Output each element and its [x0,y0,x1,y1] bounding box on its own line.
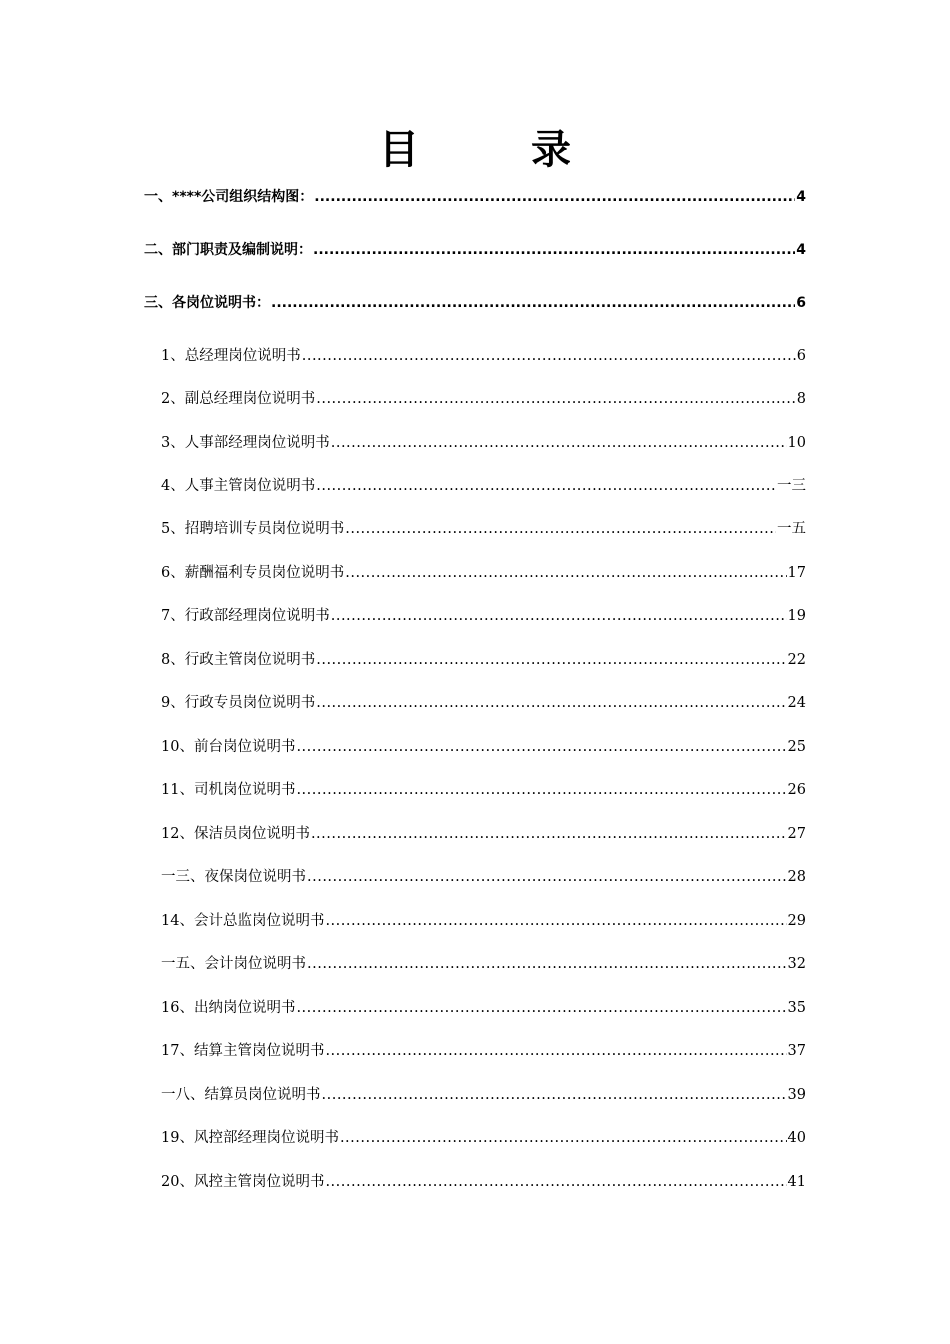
toc-entry-text: 一三、夜保岗位说明书 [161,869,306,885]
toc-entry[interactable] [161,1127,806,1149]
toc-dot-leader [296,997,786,1019]
toc-entry[interactable] [161,736,806,758]
toc-dot-leader [345,562,786,584]
toc-page-number: 25 [787,739,806,755]
page-title: 目 录 [379,127,607,173]
toc-entry-text: 1、总经理岗位说明书 [161,348,301,364]
toc-page-number: 8 [796,391,806,407]
toc-dot-leader [322,1084,787,1106]
toc-entry-job-descriptions[interactable] [144,292,806,314]
toc-dot-leader [307,866,787,888]
toc-page-number: 19 [787,608,806,624]
toc-dot-leader [311,823,787,845]
toc-entry[interactable] [161,910,806,932]
toc-page-number: 6 [796,295,806,311]
toc-dot-leader [331,605,787,627]
toc-dot-leader [302,345,796,367]
toc-entry-text: 9、行政专员岗位说明书 [161,695,316,711]
toc-page-number: 28 [787,869,806,885]
toc-entry-text: 一、****公司组织结构图： [144,189,314,205]
toc-dot-leader [340,1127,787,1149]
toc-dot-leader [316,388,796,410]
toc-entry-text: 11、司机岗位说明书 [161,782,296,798]
toc-entry-text: 20、风控主管岗位说明书 [161,1174,325,1190]
toc-dot-leader [313,239,795,261]
toc-page-number: 22 [787,652,806,668]
toc-entry-text: 3、人事部经理岗位说明书 [161,435,330,451]
toc-entry[interactable] [161,388,806,410]
toc-dot-leader [314,186,795,208]
toc-dot-leader [271,292,795,314]
toc-entry[interactable] [161,475,806,497]
toc-entry[interactable] [161,1040,806,1062]
toc-entry-text: 一五、会计岗位说明书 [161,956,306,972]
toc-entry-department-duties[interactable] [144,239,806,261]
toc-entry-text: 7、行政部经理岗位说明书 [161,608,330,624]
toc-entry-text: 二、部门职责及编制说明： [144,242,312,258]
toc-page-number: 4 [796,189,806,205]
toc-entry-text: 16、出纳岗位说明书 [161,1000,296,1016]
toc-entry-text: 6、薪酬福利专员岗位说明书 [161,565,345,581]
toc-entry-text: 8、行政主管岗位说明书 [161,652,316,668]
toc-dot-leader [296,779,786,801]
toc-entry[interactable] [161,432,806,454]
toc-page-number: 39 [787,1087,806,1103]
toc-page-number: 27 [787,826,806,842]
toc-entry-text: 2、副总经理岗位说明书 [161,391,316,407]
toc-dot-leader [307,953,787,975]
toc-dot-leader [325,910,786,932]
toc-page-number: 26 [787,782,806,798]
toc-page-number: 6 [796,348,806,364]
toc-dot-leader [316,475,776,497]
toc-entry-text: 17、结算主管岗位说明书 [161,1043,325,1059]
toc-entry-text: 14、会计总监岗位说明书 [161,913,325,929]
toc-page-number: 4 [796,242,806,258]
toc-page-number: 29 [787,913,806,929]
toc-entry-text: 19、风控部经理岗位说明书 [161,1130,339,1146]
toc-entry[interactable] [161,953,806,975]
toc-page-number: 35 [787,1000,806,1016]
toc-entry[interactable] [161,823,806,845]
toc-entry-text: 10、前台岗位说明书 [161,739,296,755]
toc-entry-text: 5、招聘培训专员岗位说明书 [161,521,345,537]
toc-entry-text: 12、保洁员岗位说明书 [161,826,310,842]
toc-entry-org-chart[interactable] [144,186,806,208]
toc-page-number: 32 [787,956,806,972]
toc-dot-leader [331,432,787,454]
toc-page-number: 41 [787,1174,806,1190]
toc-entry[interactable] [161,345,806,367]
toc-entry[interactable] [161,562,806,584]
toc-entry[interactable] [161,692,806,714]
toc-entry[interactable] [161,779,806,801]
toc-dot-leader [325,1040,786,1062]
toc-page-number: 10 [787,435,806,451]
toc-page-number: 17 [787,565,806,581]
toc-entry[interactable] [161,518,806,540]
toc-entry-text: 一八、结算员岗位说明书 [161,1087,321,1103]
toc-page-number: 40 [787,1130,806,1146]
toc-dot-leader [325,1171,786,1193]
toc-entry[interactable] [161,866,806,888]
toc-entry[interactable] [161,1171,806,1193]
toc-page-number: 24 [787,695,806,711]
toc-entry[interactable] [161,1084,806,1106]
toc-page-number: 一五 [777,521,806,537]
toc-dot-leader [345,518,776,540]
toc-page-number: 37 [787,1043,806,1059]
toc-entry-text: 4、人事主管岗位说明书 [161,478,316,494]
toc-dot-leader [296,736,786,758]
toc-entry-text: 三、各岗位说明书： [144,295,270,311]
toc-entry[interactable] [161,605,806,627]
toc-entry[interactable] [161,997,806,1019]
toc-entry[interactable] [161,649,806,671]
toc-dot-leader [316,649,786,671]
toc-page-number: 一三 [777,478,806,494]
toc-dot-leader [316,692,786,714]
